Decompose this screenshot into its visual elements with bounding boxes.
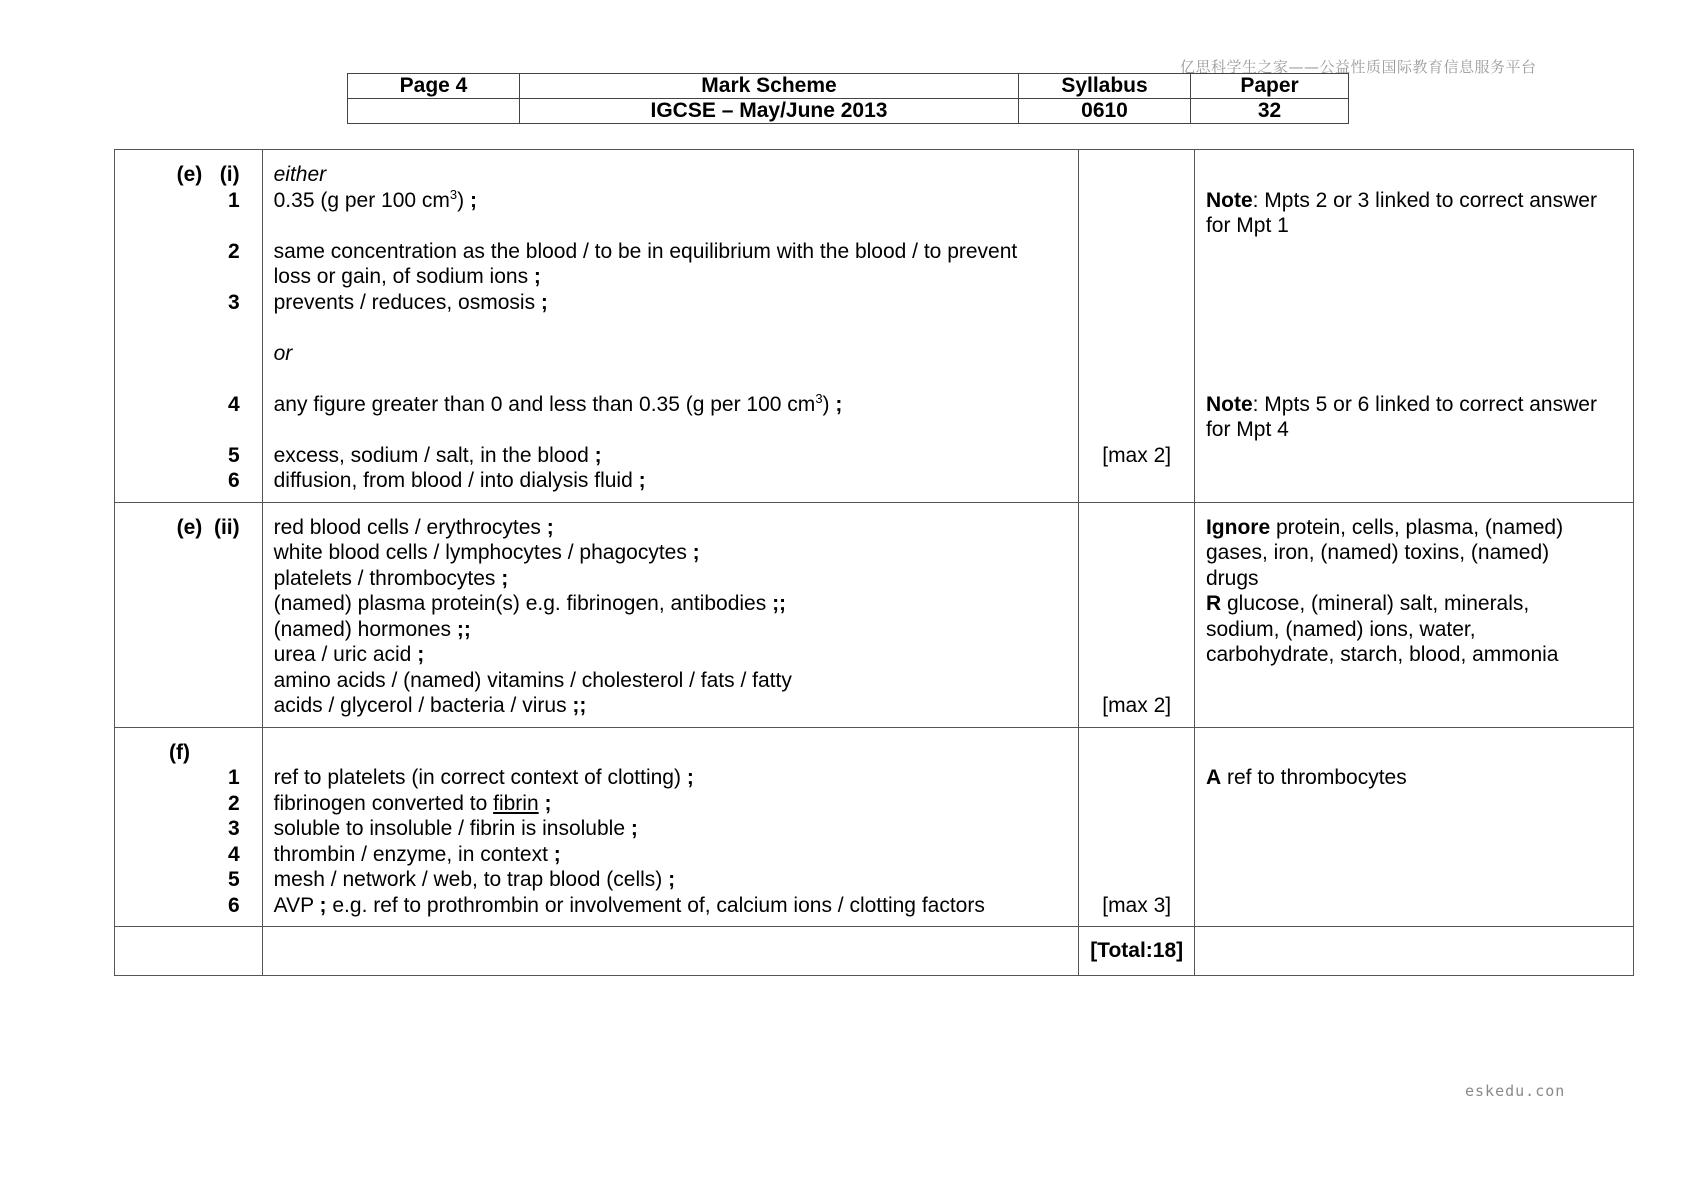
list-item: diffusion, from blood / into dialysis fluid ; xyxy=(273,469,646,492)
answer-cell xyxy=(262,150,1079,503)
header-blank xyxy=(348,99,520,124)
list-item: fibrinogen converted to fibrin ; xyxy=(273,791,552,815)
list-item: AVP ; e.g. ref to prothrombin or involvement of, calcium ions / clotting factors xyxy=(273,893,985,917)
table-row xyxy=(115,727,1634,927)
list-item: ref to platelets (in correct context of clotting) ; xyxy=(273,766,694,789)
marks-cell xyxy=(1079,150,1195,503)
list-item: loss or gain, of sodium ions ; xyxy=(273,265,541,288)
guidance-cell: Note: Mpts 2 or 3 linked to correct answer for Mpt 1 Note: Mpts 5 or 6 linked to correct answer for Mpt 4 xyxy=(1194,150,1633,503)
list-item: prevents / reduces, osmosis ; xyxy=(273,290,548,314)
list-item: (named) hormones ;; xyxy=(273,617,471,641)
syllabus-label: Syllabus xyxy=(1019,74,1191,99)
syllabus-code: 0610 xyxy=(1019,99,1191,124)
mark-scheme-table xyxy=(114,149,1634,976)
page-number: Page 4 xyxy=(348,74,520,99)
watermark-bottom: eskedu.con xyxy=(1465,1082,1566,1100)
header-title: Mark Scheme xyxy=(520,74,1019,99)
list-item: white blood cells / lymphocytes / phagocytes ; xyxy=(273,541,700,564)
question-number: (e) (i) 1 2 3 4 5 6 xyxy=(115,150,263,503)
exam-session: IGCSE – May/June 2013 xyxy=(520,99,1019,124)
empty-cell xyxy=(115,927,263,976)
or-label: or xyxy=(273,341,293,365)
total-marks: [Total:18] xyxy=(1079,927,1195,976)
list-item: excess, sodium / salt, in the blood ; xyxy=(273,443,602,467)
header-table xyxy=(347,73,1349,124)
either-label: either xyxy=(273,163,327,186)
table-row xyxy=(115,150,1634,503)
marks-cell xyxy=(1079,727,1195,927)
max-marks: [max 2] xyxy=(1102,443,1172,467)
list-item: soluble to insoluble / fibrin is insoluble ; xyxy=(273,817,638,840)
list-item: urea / uric acid ; xyxy=(273,643,425,666)
paper-label: Paper xyxy=(1191,74,1349,99)
marks-cell xyxy=(1079,502,1195,727)
list-item: thrombin / enzyme, in context ; xyxy=(273,842,561,866)
question-number: (e) (ii) xyxy=(115,502,263,727)
answer-cell xyxy=(262,502,1079,727)
question-number: (f) 1 2 3 4 5 6 xyxy=(115,727,263,927)
watermark-top: 亿思科学生之家——公益性质国际教育信息服务平台 xyxy=(1180,58,1537,76)
list-item: acids / glycerol / bacteria / virus ;; xyxy=(273,694,587,717)
table-row xyxy=(115,502,1634,727)
list-item: red blood cells / erythrocytes ; xyxy=(273,515,554,539)
empty-cell xyxy=(262,927,1079,976)
empty-cell xyxy=(1194,927,1633,976)
list-item: any figure greater than 0 and less than 0.35 (g per 100 $cm^3$) ; xyxy=(273,390,843,416)
list-item: same concentration as the blood / to be in equilibrium with the blood / to prevent xyxy=(273,239,1018,263)
paper-number: 32 xyxy=(1191,99,1349,124)
list-item: 0.35 (g per 100 $cm^3$) ; xyxy=(273,186,477,212)
list-item: (named) plasma protein(s) e.g. fibrinogen, antibodies ;; xyxy=(273,592,787,615)
max-marks: [max 3] xyxy=(1102,893,1172,917)
answer-cell xyxy=(262,727,1079,927)
guidance-cell: A ref to thrombocytes xyxy=(1194,727,1633,927)
table-row xyxy=(115,927,1634,976)
guidance-cell: Ignore protein, cells, plasma, (named) gases, iron, (named) toxins, (named) drugs R glucose, (mineral) salt, minerals, sodium, (named) ions, water, carbohydrate, starch, blood, ammonia xyxy=(1194,502,1633,727)
max-marks: [max 2] xyxy=(1102,694,1172,717)
list-item: amino acids / (named) vitamins / cholesterol / fats / fatty xyxy=(273,668,792,692)
list-item: mesh / network / web, to trap blood (cells) ; xyxy=(273,868,676,891)
list-item: platelets / thrombocytes ; xyxy=(273,566,509,590)
